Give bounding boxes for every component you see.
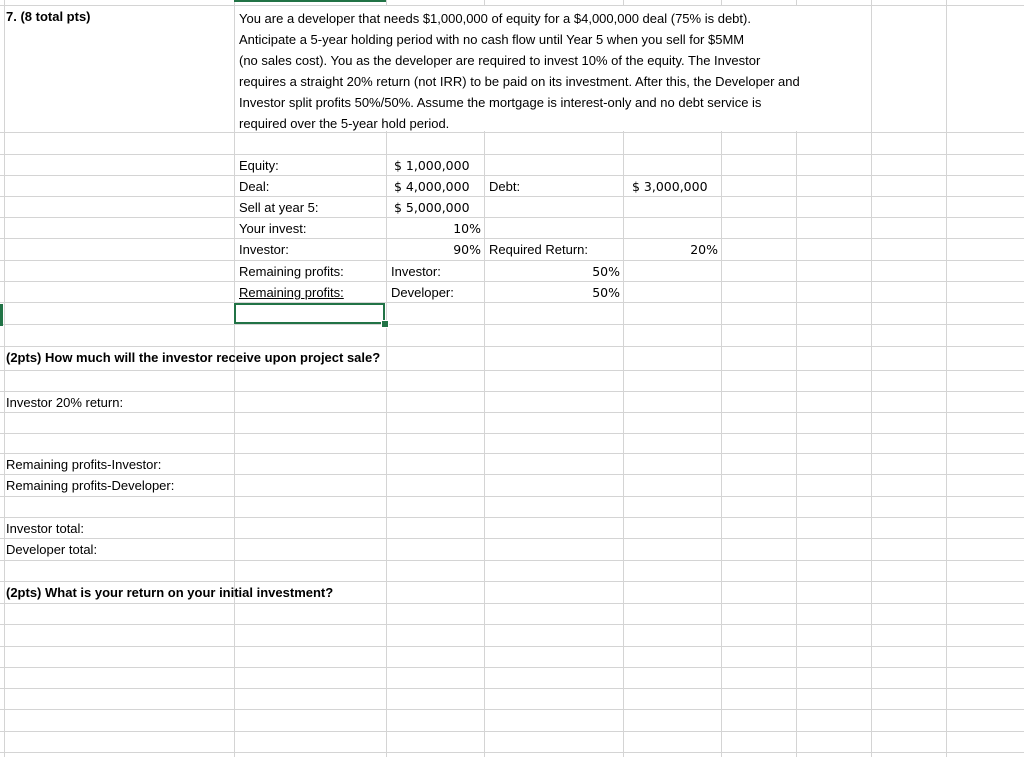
row-selection-marker xyxy=(0,304,3,326)
remaining-investor-value[interactable]: 50% xyxy=(592,264,620,279)
debt-value[interactable]: $ 3,000,000 xyxy=(632,179,708,194)
problem-line-4: requires a straight 20% return (not IRR) to be paid on its investment. After this, the Developer and xyxy=(239,74,800,89)
selected-cell[interactable] xyxy=(234,303,385,324)
investor-total-label: Investor total: xyxy=(6,521,85,536)
sell-label: Sell at year 5: xyxy=(239,200,319,215)
required-return-value[interactable]: 20% xyxy=(690,242,718,257)
remaining-profits-label-2: Remaining profits: xyxy=(239,285,344,300)
question-2: (2pts) What is your return on your initial investment? xyxy=(6,585,334,600)
problem-line-6: required over the 5-year hold period. xyxy=(239,116,450,131)
question-1: (2pts) How much will the investor receive upon project sale? xyxy=(6,350,381,365)
deal-label: Deal: xyxy=(239,179,270,194)
problem-line-5: Investor split profits 50%/50%. Assume the mortgage is interest-only and no debt service is xyxy=(239,95,762,110)
investor-20-return-label: Investor 20% return: xyxy=(6,395,124,410)
remaining-developer-label: Developer: xyxy=(391,285,454,300)
your-invest-label: Your invest: xyxy=(239,221,307,236)
developer-total-label: Developer total: xyxy=(6,542,98,557)
deal-value[interactable]: $ 4,000,000 xyxy=(394,179,470,194)
remaining-developer-value[interactable]: 50% xyxy=(592,285,620,300)
remaining-investor-row-label: Remaining profits-Investor: xyxy=(6,457,162,472)
investor-value[interactable]: 90% xyxy=(453,242,481,257)
equity-value[interactable]: $ 1,000,000 xyxy=(394,158,470,173)
fill-handle[interactable] xyxy=(381,320,389,328)
required-return-label: Required Return: xyxy=(489,242,588,257)
question-number: 7. (8 total pts) xyxy=(6,9,91,24)
column-selection-accent xyxy=(234,0,386,2)
problem-line-2: Anticipate a 5-year holding period with no cash flow until Year 5 when you sell for $5MM xyxy=(239,32,745,47)
remaining-investor-label: Investor: xyxy=(391,264,441,279)
remaining-profits-label-1: Remaining profits: xyxy=(239,264,344,279)
equity-label: Equity: xyxy=(239,158,279,173)
investor-label: Investor: xyxy=(239,242,289,257)
your-invest-value[interactable]: 10% xyxy=(453,221,481,236)
problem-line-3: (no sales cost). You as the developer are required to invest 10% of the equity. The Investor xyxy=(239,53,761,68)
problem-line-1: You are a developer that needs $1,000,000 of equity for a $4,000,000 deal (75% is debt). xyxy=(239,11,751,26)
debt-label: Debt: xyxy=(489,179,521,194)
sell-value[interactable]: $ 5,000,000 xyxy=(394,200,470,215)
remaining-developer-row-label: Remaining profits-Developer: xyxy=(6,478,175,493)
